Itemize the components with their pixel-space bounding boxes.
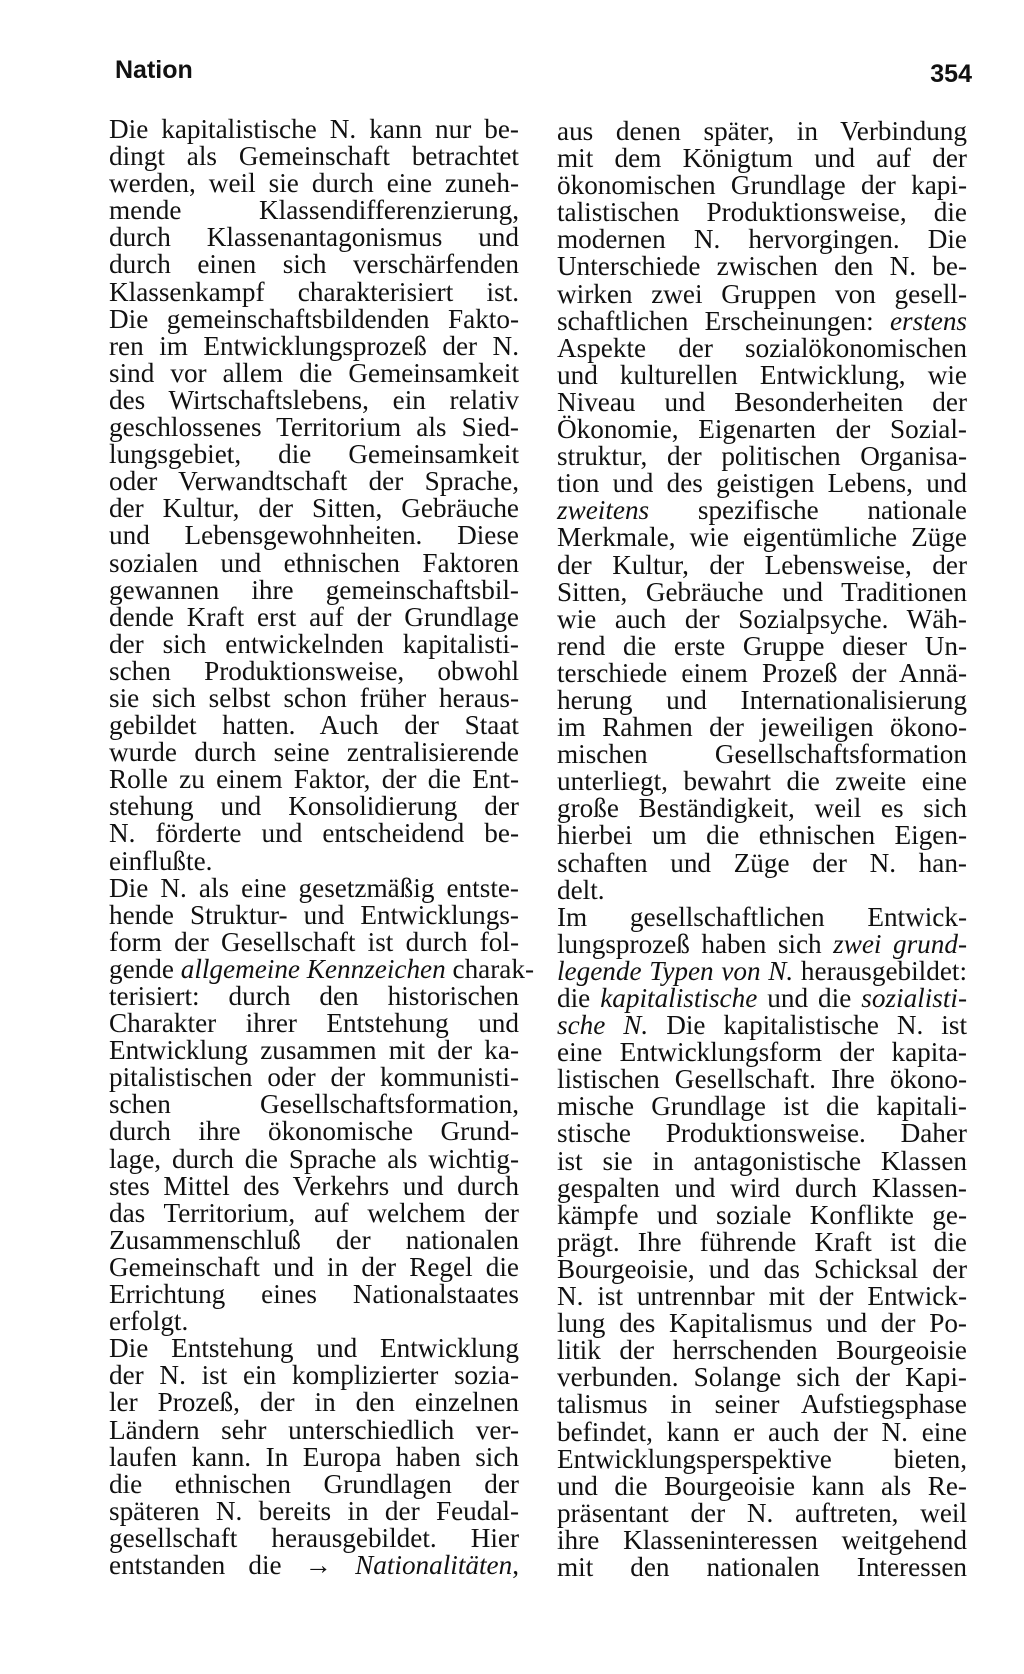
text-line: lungsprozeß haben sich zwei grund- <box>557 928 967 959</box>
text-line: Unterschiede zwischen den N. be- <box>557 251 967 282</box>
text-line: der Kultur, der Lebensweise, der <box>557 549 967 580</box>
text-line: sche N. Die kapitalistische N. ist <box>557 1010 967 1041</box>
text-line: mende Klassendifferenzierung, <box>109 195 519 226</box>
text-line: durch ihre ökonomische Grund- <box>109 1116 519 1147</box>
text-line: Aspekte der sozialökonomischen <box>557 332 967 363</box>
text-line: hende Struktur- und Entwicklungs- <box>109 899 519 930</box>
text-line: große Beständigkeit, weil es sich <box>557 793 967 824</box>
text-line: Sitten, Gebräuche und Traditionen <box>557 576 967 607</box>
text-line: des Wirtschaftslebens, ein relativ <box>109 384 519 415</box>
text-line: gespalten und wird durch Klassen- <box>557 1172 967 1203</box>
text-line: gewannen ihre gemeinschaftsbil- <box>109 574 519 605</box>
text-line: Entwicklung zusammen mit der ka- <box>109 1035 519 1066</box>
text-line: tion und des geistigen Lebens, und <box>557 468 967 499</box>
text-column-right <box>557 118 967 1581</box>
text-line: Entwicklungsperspektive bieten, <box>557 1443 967 1474</box>
text-line: schaften und Züge der N. han- <box>557 847 967 878</box>
text-line: ren im Entwicklungsprozeß der N. <box>109 330 519 361</box>
text-line: dingt als Gemeinschaft betrachtet <box>109 141 519 172</box>
page-number: 354 <box>930 60 972 88</box>
text-line: unterliegt, bewahrt die zweite eine <box>557 766 967 797</box>
text-line: sind vor allem die Gemeinsamkeit <box>109 357 519 388</box>
text-line: späteren N. bereits in der Feudal- <box>109 1495 519 1526</box>
text-line: pitalistischen oder der kommunisti- <box>109 1062 519 1093</box>
text-line: lung des Kapitalismus und der Po- <box>557 1308 967 1339</box>
text-line: N. förderte und entscheidend be- <box>109 818 519 849</box>
text-line: werden, weil sie durch eine zuneh- <box>109 168 519 199</box>
text-line: durch Klassenantagonismus und <box>109 222 519 253</box>
text-line: gebildet hatten. Auch der Staat <box>109 710 519 741</box>
text-line: stes Mittel des Verkehrs und durch <box>109 1170 519 1201</box>
text-line: dende Kraft erst auf der Grundlage <box>109 601 519 632</box>
text-line: listischen Gesellschaft. Ihre ökono- <box>557 1064 967 1095</box>
text-line: durch einen sich verschärfenden <box>109 249 519 280</box>
text-line: Gemeinschaft und in der Regel die <box>109 1251 519 1282</box>
text-line: stische Produktionsweise. Daher <box>557 1118 967 1149</box>
text-line: und die Bourgeoisie kann als Re- <box>557 1470 967 1501</box>
text-line: gende allgemeine Kennzeichen charak- <box>109 953 535 984</box>
text-line: delt. <box>557 874 605 905</box>
text-line: Niveau und Besonderheiten der <box>557 386 967 417</box>
text-line: prägt. Ihre führende Kraft ist die <box>557 1226 967 1257</box>
text-line: terisiert: durch den historischen <box>109 981 519 1011</box>
text-line: modernen N. hervorgingen. Die <box>557 224 967 255</box>
text-line: und kulturellen Entwicklung, wie <box>557 359 967 390</box>
text-line: terschiede einem Prozeß der Annä- <box>557 657 967 688</box>
text-line: lungsgebiet, die Gemeinsamkeit <box>109 439 519 470</box>
text-line: ist sie in antagonistische Klassen <box>557 1145 967 1176</box>
text-line: schen Gesellschaftsformation, <box>109 1089 519 1120</box>
text-line: entstanden die → Nationalitäten, <box>109 1549 519 1580</box>
text-line: herung und Internationalisierung <box>557 684 967 715</box>
text-line: talismus in seiner Aufstiegsphase <box>557 1389 967 1420</box>
text-line: im Rahmen der jeweiligen ökono- <box>557 712 967 743</box>
text-line: aus denen später, in Verbindung <box>557 116 967 146</box>
text-line: Bourgeoisie, und das Schicksal der <box>557 1253 967 1284</box>
text-line: ihre Klasseninteressen weitgehend <box>557 1524 967 1555</box>
text-line: erfolgt. <box>109 1306 189 1337</box>
text-line: das Territorium, auf welchem der <box>109 1197 519 1228</box>
text-line: Die N. als eine gesetzmäßig entste- <box>109 872 519 903</box>
text-line: mische Grundlage ist die kapitali- <box>557 1091 967 1122</box>
text-line: oder Verwandtschaft der Sprache, <box>109 466 519 497</box>
text-line: wie auch der Sozialpsyche. Wäh- <box>557 603 967 634</box>
text-line: gesellschaft herausgebildet. Hier <box>109 1522 519 1553</box>
text-line: präsentant der N. auftreten, weil <box>557 1497 967 1528</box>
text-line: Die kapitalistische N. kann nur be- <box>109 114 519 144</box>
text-line: litik der herrschenden Bourgeoisie <box>557 1335 967 1366</box>
text-line: verbunden. Solange sich der Kapi- <box>557 1362 967 1393</box>
text-line: struktur, der politischen Organisa- <box>557 441 967 472</box>
text-line: mit den nationalen Interessen <box>557 1551 967 1582</box>
text-line: laufen kann. In Europa haben sich <box>109 1441 519 1472</box>
running-head-keyword: Nation <box>115 56 193 84</box>
text-line: Merkmale, wie eigentümliche Züge <box>557 522 967 553</box>
text-line: Charakter ihrer Entstehung und <box>109 1008 519 1039</box>
text-line: talistischen Produktionsweise, die <box>557 197 967 228</box>
text-line: mit dem Königtum und auf der <box>557 143 967 174</box>
text-line: lage, durch die Sprache als wichtig- <box>109 1143 519 1174</box>
text-line: ökonomischen Grundlage der kapi- <box>557 170 967 201</box>
text-line: stehung und Konsolidierung der <box>109 791 519 822</box>
text-line: einflußte. <box>109 845 213 876</box>
text-line: Ökonomie, Eigenarten der Sozial- <box>557 414 967 445</box>
text-line: sie sich selbst schon früher heraus- <box>109 682 519 713</box>
text-line: sozialen und ethnischen Faktoren <box>109 547 519 578</box>
text-line: rend die erste Gruppe dieser Un- <box>557 630 967 661</box>
text-line: hierbei um die ethnischen Eigen- <box>557 820 967 851</box>
text-line: Rolle zu einem Faktor, der die Ent- <box>109 764 519 795</box>
text-line: Klassenkampf charakterisiert ist. <box>109 276 519 307</box>
text-line: geschlossenes Territorium als Sied- <box>109 412 519 443</box>
text-line: Ländern sehr unterschiedlich ver- <box>109 1414 519 1445</box>
text-line: die ethnischen Grundlagen der <box>109 1468 519 1499</box>
text-line: ler Prozeß, der in den einzelnen <box>109 1387 519 1418</box>
text-line: die kapitalistische und die sozialisti- <box>557 983 968 1013</box>
text-line: Die Entstehung und Entwicklung <box>109 1333 519 1364</box>
text-line: mischen Gesellschaftsformation <box>557 739 967 770</box>
text-line: der N. ist ein komplizierter sozia- <box>109 1360 519 1391</box>
text-line: zweitens spezifische nationale <box>557 495 967 526</box>
text-line: legende Typen von N. herausgebildet: <box>557 955 967 986</box>
text-line: der sich entwickelnden kapitalisti- <box>109 628 519 659</box>
text-line: Die gemeinschaftsbildenden Fakto- <box>109 303 519 334</box>
text-line: Im gesellschaftlichen Entwick- <box>557 901 967 932</box>
text-line: form der Gesellschaft ist durch fol- <box>109 926 519 957</box>
text-line: Zusammenschluß der nationalen <box>109 1224 519 1255</box>
text-line: und Lebensgewohnheiten. Diese <box>109 520 519 551</box>
text-line: der Kultur, der Sitten, Gebräuche <box>109 493 519 524</box>
text-line: N. ist untrennbar mit der Entwick- <box>557 1281 967 1312</box>
text-line: Errichtung eines Nationalstaates <box>109 1279 519 1310</box>
text-line: eine Entwicklungsform der kapita- <box>557 1037 967 1068</box>
text-column-left <box>109 114 535 1580</box>
text-line: schen Produktionsweise, obwohl <box>109 655 519 686</box>
text-line: wirken zwei Gruppen von gesell- <box>557 278 967 309</box>
text-line: schaftlichen Erscheinungen: erstens <box>557 305 967 336</box>
text-line: befindet, kann er auch der N. eine <box>557 1416 967 1447</box>
text-line: kämpfe und soziale Konflikte ge- <box>557 1199 967 1230</box>
text-line: wurde durch seine zentralisierende <box>109 737 519 768</box>
